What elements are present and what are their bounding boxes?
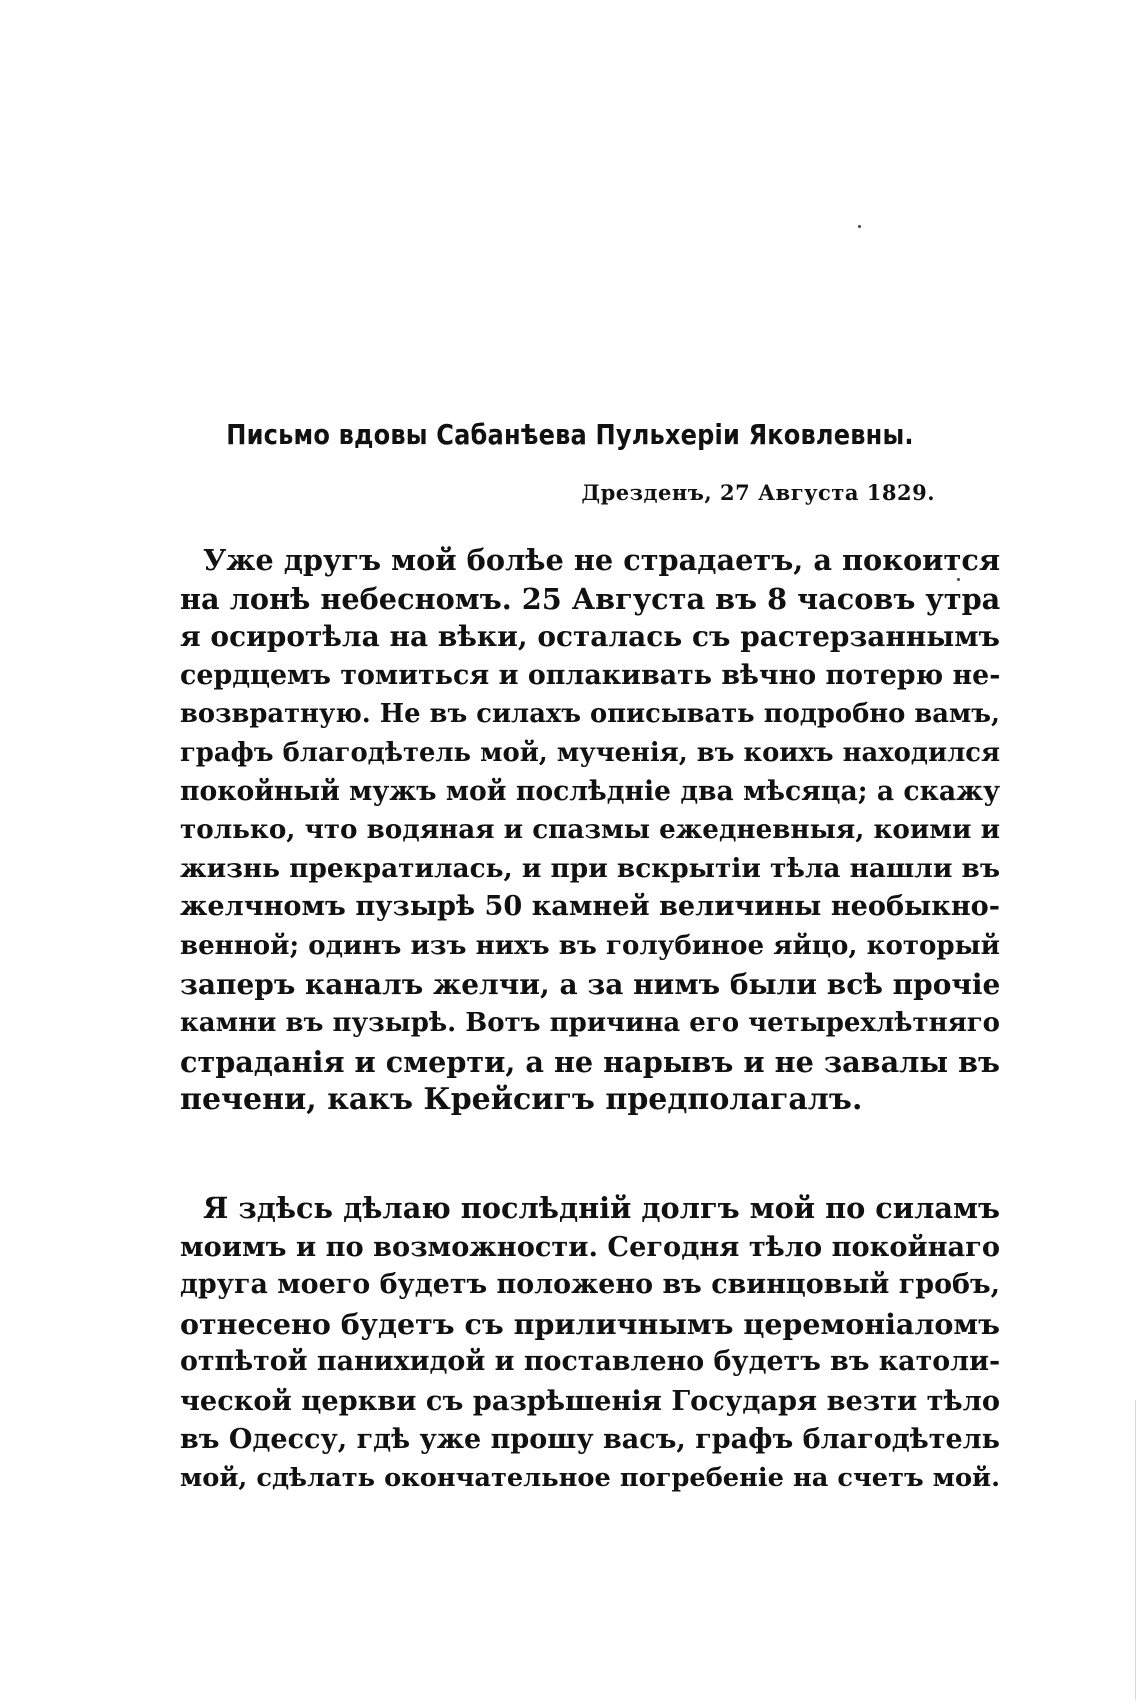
letter-dateline: Дрезденъ, 27 Августа 1829. [581,480,935,505]
letter-paragraph-2 [180,1189,1000,1498]
text-line: желчномъ пузырѣ 50 камней величины необыкно- [180,891,1000,923]
text-line: Я здѣсь дѣлаю послѣдній долгъ мой по силамъ [203,1191,1000,1225]
text-line: ческой церкви съ разрѣшенія Государя везти тѣло [180,1384,1000,1417]
text-line: моимъ и по возможности. Сегодня тѣло покойнаго [180,1230,1000,1263]
text-line: отнесено будетъ съ приличнымъ церемоніаломъ [180,1306,1000,1341]
text-line: друга моего будетъ положено въ свинцовый гробъ, [180,1269,1000,1301]
letter-title: Письмо вдовы Сабанѣева Пульхеріи Яковлевны. [226,418,914,451]
text-line: на лонѣ небесномъ. 25 Августа въ 8 часовъ утра [180,581,1001,616]
text-line: заперъ каналъ желчи, а за нимъ были всѣ прочіе [180,967,1001,1001]
text-line: Уже другъ мой болѣе не страдаетъ, а покоится [203,543,1001,577]
text-line: жизнь прекратилась, и при вскрытіи тѣла нашли въ [180,852,1001,884]
text-line: въ Одессу, гдѣ уже прошу васъ, графъ благодѣтель [180,1423,1000,1455]
text-line: венной; одинъ изъ нихъ въ голубиное яйцо, который [180,930,1000,961]
text-line: я осиротѣла на вѣки, осталась съ растерзаннымъ [180,620,1000,654]
text-line: отпѣтой панихидой и поставлено будетъ въ католи- [180,1346,1001,1378]
text-line: страданія и смерти, а не нарывъ и не завалы въ [180,1044,1000,1079]
text-line: покойный мужъ мой послѣдніе два мѣсяца; а скажу [180,775,1000,807]
text-line: сердцемъ томиться и оплакивать вѣчно потерю не- [180,659,1001,691]
letter-paragraph-1 [180,541,1000,1120]
text-line: камни въ пузырѣ. Вотъ причина его четырехлѣтняго [180,1008,1000,1039]
text-line: печени, какъ Крейсигъ предполагалъ. [180,1082,863,1118]
ink-speck [858,225,861,228]
text-line: только, что водяная и спазмы ежедневныя, коими и [180,814,1000,846]
text-line: графъ благодѣтель мой, мученія, въ коихъ находился [180,737,1000,768]
text-line: мой, сдѣлать окончательное погребеніе на счетъ мой. [180,1463,1000,1494]
scan-edge [1135,1400,1136,1700]
text-line: возвратную. Не въ силахъ описывать подробно вамъ, [180,699,1000,730]
